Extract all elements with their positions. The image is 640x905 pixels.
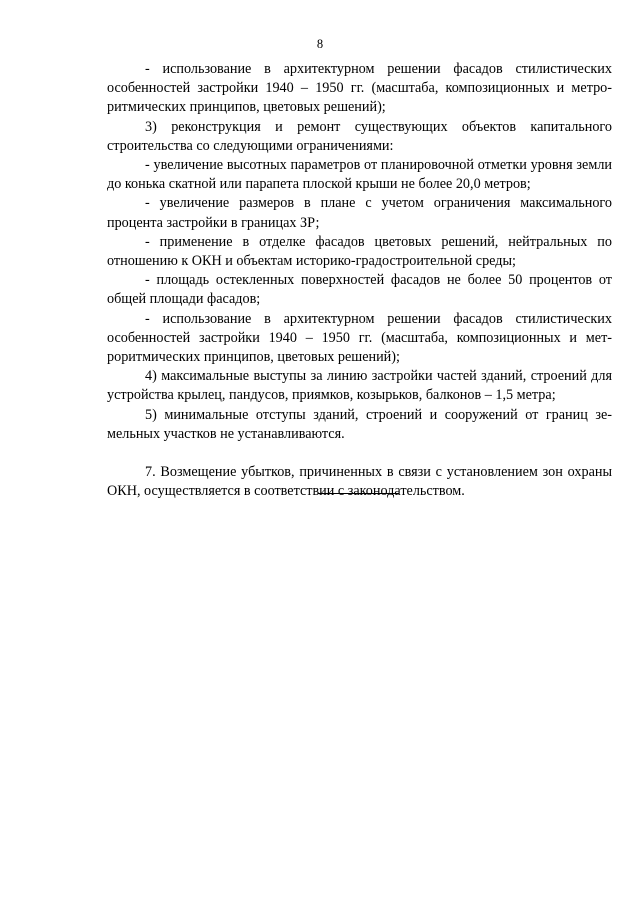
paragraph-glazing-area: - площадь остекленных поверхностей фасадов не более 50 процентов от общей площади фасадов; <box>107 272 612 308</box>
paragraph-height-limit: - увеличение высотных параметров от планировочной отметки уровня земли до конька скатной или парапета плоской крыши не более 20,0 метров; <box>107 157 612 193</box>
paragraph-reconstruction-heading: 3) реконструкция и ремонт существующих объектов капитального строительства со следующими ограничениями: <box>107 118 612 154</box>
page-number: 8 <box>316 37 324 51</box>
paragraph-facade-style-reconstruction: - использование в архитектурном решении фасадов стилистических особенностей застройки 1940 – 1950 гг. (масштаба, композиционных и мет-роритмических принципов, цветовых решений); <box>107 310 612 366</box>
end-of-document-rule <box>318 493 399 494</box>
paragraph-damages-compensation: 7. Возмещение убытков, причиненных в связи с установлением зон охраны ОКН, осуществляется в соответствии с законодательством. <box>107 464 612 500</box>
paragraph-max-projections: 4) максимальные выступы за линию застройки частей зданий, строений для устройства крылец, пандусов, приямков, козырьков, балконов – 1,5 метра; <box>107 368 612 404</box>
paragraph-plan-size: - увеличение размеров в плане с учетом ограничения максимального процента застройки в границах ЗР; <box>107 195 612 231</box>
paragraph-min-setbacks: 5) минимальные отступы зданий, строений и сооружений от границ зе-мельных участков не устанавливаются. <box>107 406 612 442</box>
paragraph-facade-style-new: - использование в архитектурном решении фасадов стилистических особенностей застройки 1940 – 1950 гг. (масштаба, композиционных и метро-ритмических принципов, цветовых решений); <box>107 61 612 116</box>
document-body <box>107 60 612 501</box>
paragraph-color-finish: - применение в отделке фасадов цветовых решений, нейтральных по отношению к ОКН и объектам историко-градостроительной среды; <box>107 233 612 270</box>
